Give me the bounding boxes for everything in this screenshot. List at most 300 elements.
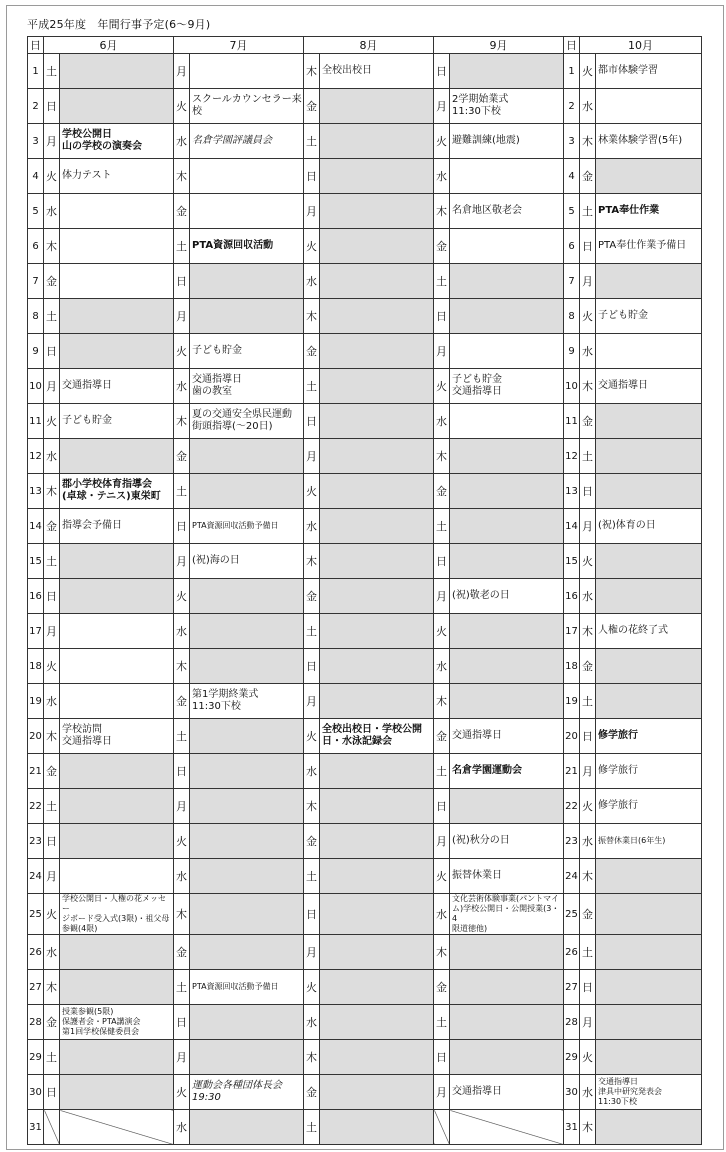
july-weekday: 月 [174,54,190,89]
june-event: 学校公開日 山の学校の演奏会 [60,124,174,159]
table-row [28,509,702,544]
table-row [28,369,702,404]
october-event [596,159,702,194]
august-event [320,935,434,970]
october-weekday: 日 [580,970,596,1005]
day-number-right: 14 [564,509,580,544]
table-row [28,789,702,824]
september-event [450,1005,564,1040]
august-event [320,159,434,194]
day-number-right: 15 [564,544,580,579]
july-weekday: 火 [174,579,190,614]
day-header-right: 日 [564,37,580,54]
september-weekday: 金 [434,719,450,754]
day-number: 21 [28,754,44,789]
day-number: 24 [28,859,44,894]
august-weekday: 日 [304,159,320,194]
august-weekday: 月 [304,684,320,719]
august-event [320,89,434,124]
table-row [28,649,702,684]
october-event [596,649,702,684]
month-header-october: 10月 [580,37,702,54]
table-row [28,970,702,1005]
august-weekday: 木 [304,789,320,824]
july-event [190,264,304,299]
october-event: PTA奉仕作業 [596,194,702,229]
table-row [28,824,702,859]
august-event [320,124,434,159]
august-weekday: 水 [304,264,320,299]
october-weekday: 木 [580,124,596,159]
june-event [60,544,174,579]
october-event [596,935,702,970]
july-weekday: 土 [174,229,190,264]
august-weekday: 金 [304,824,320,859]
day-number: 30 [28,1075,44,1110]
july-weekday: 火 [174,89,190,124]
september-event [450,299,564,334]
august-event [320,334,434,369]
june-event: 学校訪問 交通指導日 [60,719,174,754]
september-weekday: 月 [434,824,450,859]
october-weekday: 水 [580,89,596,124]
october-weekday: 日 [580,229,596,264]
october-event [596,1110,702,1145]
july-event [190,649,304,684]
july-event: 名倉学園評議員会 [190,124,304,159]
july-weekday: 火 [174,334,190,369]
june-event [60,970,174,1005]
august-event [320,614,434,649]
august-weekday: 土 [304,1110,320,1145]
table-row [28,544,702,579]
day-number: 25 [28,894,44,935]
september-event [450,54,564,89]
september-weekday: 土 [434,264,450,299]
june-event: 学校公開日・人権の花メッセー ジボード受入式(3限)・祖父母 参観(4限) [60,894,174,935]
month-header-july: 7月 [174,37,304,54]
day-number: 17 [28,614,44,649]
day-number: 5 [28,194,44,229]
august-weekday: 日 [304,894,320,935]
august-weekday: 水 [304,1005,320,1040]
day-number: 15 [28,544,44,579]
august-weekday: 土 [304,369,320,404]
table-row [28,1005,702,1040]
june-weekday: 水 [44,194,60,229]
october-weekday: 月 [580,1005,596,1040]
day-number: 9 [28,334,44,369]
june-event [60,1075,174,1110]
day-number-right: 5 [564,194,580,229]
day-number-right: 7 [564,264,580,299]
june-event [60,579,174,614]
july-weekday: 月 [174,1040,190,1075]
june-weekday: 日 [44,1075,60,1110]
day-number-right: 4 [564,159,580,194]
september-weekday [434,1110,450,1145]
september-event: 名倉地区敬老会 [450,194,564,229]
july-weekday: 火 [174,824,190,859]
day-number-right: 20 [564,719,580,754]
july-event: PTA資源回収活動予備日 [190,970,304,1005]
october-weekday: 月 [580,264,596,299]
october-weekday: 月 [580,754,596,789]
june-weekday: 日 [44,89,60,124]
table-row [28,474,702,509]
july-event: PTA資源回収活動予備日 [190,509,304,544]
july-event [190,719,304,754]
september-weekday: 日 [434,544,450,579]
june-event: 子ども貯金 [60,404,174,439]
july-event: 子ども貯金 [190,334,304,369]
june-event: 交通指導日 [60,369,174,404]
september-weekday: 水 [434,649,450,684]
june-event [60,1040,174,1075]
day-number-right: 24 [564,859,580,894]
september-weekday: 金 [434,229,450,264]
september-weekday: 金 [434,970,450,1005]
table-row [28,404,702,439]
october-weekday: 土 [580,684,596,719]
july-event [190,159,304,194]
table-row [28,229,702,264]
june-event [60,859,174,894]
july-weekday: 金 [174,194,190,229]
august-weekday: 水 [304,509,320,544]
month-header-august: 8月 [304,37,434,54]
day-number-right: 25 [564,894,580,935]
july-weekday: 月 [174,544,190,579]
june-weekday: 土 [44,789,60,824]
july-event: PTA資源回収活動 [190,229,304,264]
october-event: (祝)体育の日 [596,509,702,544]
october-event [596,404,702,439]
september-weekday: 水 [434,159,450,194]
day-number: 13 [28,474,44,509]
day-number: 19 [28,684,44,719]
july-weekday: 水 [174,1110,190,1145]
september-event [450,544,564,579]
august-event [320,859,434,894]
july-weekday: 土 [174,474,190,509]
october-weekday: 水 [580,824,596,859]
september-event [450,614,564,649]
day-number: 26 [28,935,44,970]
september-event [450,970,564,1005]
september-event: 交通指導日 [450,1075,564,1110]
july-event: 交通指導日 歯の教室 [190,369,304,404]
june-weekday: 月 [44,614,60,649]
september-event [450,474,564,509]
june-event [60,89,174,124]
july-weekday: 金 [174,684,190,719]
october-weekday: 木 [580,1110,596,1145]
september-weekday: 木 [434,684,450,719]
september-event [450,159,564,194]
october-event [596,89,702,124]
july-weekday: 火 [174,1075,190,1110]
july-weekday: 木 [174,404,190,439]
september-weekday: 月 [434,1075,450,1110]
august-event [320,649,434,684]
july-weekday: 日 [174,1005,190,1040]
day-number: 7 [28,264,44,299]
june-weekday: 水 [44,935,60,970]
june-weekday: 火 [44,894,60,935]
day-number-right: 22 [564,789,580,824]
september-weekday: 火 [434,369,450,404]
september-event [450,264,564,299]
june-weekday: 土 [44,54,60,89]
june-weekday: 水 [44,684,60,719]
july-event [190,824,304,859]
table-row [28,1075,702,1110]
table-row [28,264,702,299]
july-weekday: 金 [174,439,190,474]
june-weekday: 金 [44,264,60,299]
table-row [28,1110,702,1145]
august-weekday: 木 [304,1040,320,1075]
june-event [60,334,174,369]
august-weekday: 金 [304,334,320,369]
july-weekday: 水 [174,369,190,404]
october-weekday: 火 [580,54,596,89]
june-weekday: 月 [44,124,60,159]
day-number: 1 [28,54,44,89]
september-weekday: 木 [434,439,450,474]
september-weekday: 日 [434,299,450,334]
july-weekday: 日 [174,509,190,544]
august-event [320,1110,434,1145]
june-event [60,439,174,474]
october-weekday: 木 [580,614,596,649]
september-weekday: 日 [434,54,450,89]
july-event [190,894,304,935]
july-event [190,1110,304,1145]
header-row [28,37,702,54]
june-weekday: 金 [44,509,60,544]
august-event [320,369,434,404]
table-row [28,579,702,614]
october-event [596,1005,702,1040]
schedule-body [28,54,702,1145]
table-row [28,684,702,719]
page-title: 平成25年度 年間行事予定(6～9月) [27,18,211,31]
table-row [28,719,702,754]
august-weekday: 金 [304,89,320,124]
september-event [450,229,564,264]
october-weekday: 日 [580,474,596,509]
june-event: 授業参観(5限) 保護者会・PTA講演会 第1回学校保健委員会 [60,1005,174,1040]
august-event [320,509,434,544]
october-weekday: 金 [580,404,596,439]
september-weekday: 火 [434,614,450,649]
july-event [190,754,304,789]
october-weekday: 木 [580,369,596,404]
day-number-right: 8 [564,299,580,334]
july-weekday: 水 [174,124,190,159]
august-weekday: 火 [304,229,320,264]
table-row [28,124,702,159]
september-event: 文化芸術体験事業(パントマイ ム)学校公開日・公開授業(3・4 限道徳他) [450,894,564,935]
day-number-right: 21 [564,754,580,789]
october-event: 子ども貯金 [596,299,702,334]
june-event [60,1110,174,1145]
table-row [28,439,702,474]
day-number: 8 [28,299,44,334]
july-weekday: 金 [174,935,190,970]
document-page [6,5,724,1150]
day-number: 6 [28,229,44,264]
august-weekday: 土 [304,614,320,649]
october-weekday: 水 [580,579,596,614]
september-weekday: 月 [434,579,450,614]
june-weekday: 火 [44,649,60,684]
day-header: 日 [28,37,44,54]
august-weekday: 木 [304,54,320,89]
october-event: 林業体験学習(5年) [596,124,702,159]
september-event [450,789,564,824]
day-number: 22 [28,789,44,824]
october-weekday: 日 [580,719,596,754]
august-weekday: 月 [304,194,320,229]
august-weekday: 火 [304,719,320,754]
september-event [450,1110,564,1145]
october-weekday: 金 [580,649,596,684]
october-weekday: 金 [580,894,596,935]
august-event [320,684,434,719]
september-weekday: 火 [434,859,450,894]
day-number: 16 [28,579,44,614]
september-event [450,935,564,970]
august-event [320,970,434,1005]
october-weekday: 水 [580,1075,596,1110]
month-header-september: 9月 [434,37,564,54]
august-weekday: 木 [304,544,320,579]
july-event: 夏の交通安全県民運動 街頭指導(～20日) [190,404,304,439]
august-event [320,894,434,935]
table-row [28,194,702,229]
june-event [60,194,174,229]
july-event [190,439,304,474]
table-row [28,334,702,369]
october-event [596,474,702,509]
august-weekday: 火 [304,474,320,509]
september-weekday: 日 [434,789,450,824]
day-number: 28 [28,1005,44,1040]
june-weekday: 火 [44,404,60,439]
june-event [60,935,174,970]
july-event [190,579,304,614]
september-event [450,509,564,544]
table-row [28,89,702,124]
october-weekday: 火 [580,1040,596,1075]
october-event [596,894,702,935]
day-number-right: 29 [564,1040,580,1075]
august-weekday: 水 [304,754,320,789]
september-weekday: 土 [434,1005,450,1040]
day-number: 12 [28,439,44,474]
october-event: PTA奉仕作業予備日 [596,229,702,264]
july-weekday: 水 [174,614,190,649]
day-number-right: 2 [564,89,580,124]
day-number-right: 30 [564,1075,580,1110]
october-weekday: 土 [580,194,596,229]
august-event [320,1005,434,1040]
october-weekday: 金 [580,159,596,194]
july-event: (祝)海の日 [190,544,304,579]
september-weekday: 木 [434,935,450,970]
june-event [60,264,174,299]
day-number-right: 1 [564,54,580,89]
august-event [320,544,434,579]
august-weekday: 木 [304,299,320,334]
october-event: 修学旅行 [596,789,702,824]
month-header-june: 6月 [44,37,174,54]
september-event [450,439,564,474]
september-weekday: 金 [434,474,450,509]
day-number-right: 28 [564,1005,580,1040]
june-weekday: 日 [44,824,60,859]
june-weekday: 水 [44,439,60,474]
june-event: 指導会予備日 [60,509,174,544]
day-number-right: 9 [564,334,580,369]
june-weekday: 火 [44,159,60,194]
july-weekday: 土 [174,719,190,754]
day-number: 4 [28,159,44,194]
october-event [596,439,702,474]
july-event [190,194,304,229]
june-event [60,54,174,89]
june-weekday [44,1110,60,1145]
june-event [60,754,174,789]
day-number: 31 [28,1110,44,1145]
july-event [190,474,304,509]
september-weekday: 水 [434,404,450,439]
october-weekday: 火 [580,299,596,334]
september-event: 交通指導日 [450,719,564,754]
june-weekday: 月 [44,859,60,894]
october-weekday: 土 [580,935,596,970]
august-event [320,754,434,789]
table-row [28,299,702,334]
october-weekday: 土 [580,439,596,474]
table-row [28,754,702,789]
october-event [596,1040,702,1075]
august-weekday: 土 [304,124,320,159]
day-number: 10 [28,369,44,404]
september-event: 2学期始業式 11:30下校 [450,89,564,124]
july-weekday: 木 [174,159,190,194]
september-event: 子ども貯金 交通指導日 [450,369,564,404]
august-event: 全校出校日 [320,54,434,89]
june-weekday: 土 [44,1040,60,1075]
september-event: 振替休業日 [450,859,564,894]
october-weekday: 火 [580,789,596,824]
september-weekday: 火 [434,124,450,159]
october-weekday: 水 [580,334,596,369]
day-number-right: 16 [564,579,580,614]
october-event: 振替休業日(6年生) [596,824,702,859]
day-number-right: 23 [564,824,580,859]
day-number: 23 [28,824,44,859]
table-row [28,159,702,194]
june-weekday: 土 [44,299,60,334]
june-event [60,649,174,684]
september-event: 避難訓練(地震) [450,124,564,159]
august-event [320,789,434,824]
